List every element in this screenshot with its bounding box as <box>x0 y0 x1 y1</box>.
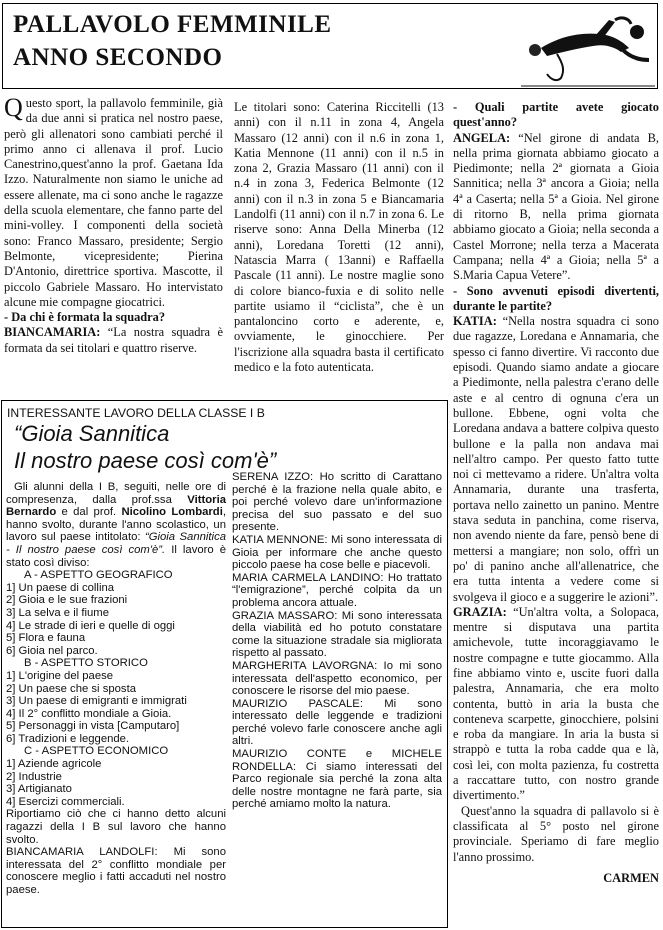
statement-text: : Mi sono interessata del 2° conflitto mondiale per conoscere meglio i fatti accaduti nel nostro paese. <box>6 846 226 896</box>
section-c-list <box>6 758 226 808</box>
box-title-line-2: Il nostro paese così com'è” <box>14 448 277 473</box>
lineup-paragraph: Le titolari sono: Caterina Riccitelli (13 anni) con il n.11 in zona 4, Angela Massaro (12 anni) con il n.6 in zona 1, Katia Mennone (11 anni) con il n.5 in zona 2, Grazia Massaro (11 anni) con il n.4 in zona 3, Federica Belmonte (12 anni) con il n.3 in zona 5 e Biancamaria Landolfi (11 anni) con il n.7 in zona 6. Le riserve sono: Anna Della Minerba (12 anni), Loredana Toretti (12 anni), Natascia Marra ( 13anni) e Raffaella Pascale (11 anni). Le nostre maglie sono di colore bianco-fuxia e di solito nelle partite usiamo il “ciclista”, che è un pantaloncino corto e aderente, e, ovviamente, le ginocchiere. Per l'iscrizione alla squadra basta il certificato medico e la foto autenticata. <box>234 100 444 375</box>
statement-text: : Ho trattato “l'emigrazione”, perché colpita da un problema ancora attuale. <box>232 571 442 609</box>
student-name: MAURIZIO CONTE <box>232 748 347 761</box>
student-statement-1 <box>6 846 226 896</box>
statement-text: : Ci siamo interessati del Parco regionale sia perché la zona alta delle nostre montagne ne farà parte, sia perché amiamo molto la natura. <box>232 760 442 811</box>
list-item: 1] L'origine del paese <box>6 669 114 682</box>
closing-paragraph: Quest'anno la squadra di pallavolo si è classificata al 5° posto nel girone provinciale. Speriamo di fare meglio l'anno prossimo. <box>453 803 659 864</box>
box-kicker: INTERESSANTE LAVORO DELLA CLASSE I B <box>7 406 265 420</box>
answer-2 <box>453 131 659 284</box>
teacher-name: Vittoria Bernardo <box>6 493 226 519</box>
speaker-name: GRAZIA: <box>453 604 507 619</box>
student-name: GRAZIA MASSARO <box>232 609 335 622</box>
question-3: - Sono avvenuti episodi divertenti, durante le partite? <box>453 283 659 313</box>
article-header <box>2 3 658 89</box>
statement-text: : Mi sono interessata della viabilità ed ho potuto constatare come la situazione stradale sia migliorata rispetto al passato. <box>232 609 442 660</box>
statement-text: : Mi sono interessata di Gioia per informare che anche questo piccolo paese ha cose belle e piacevoli. <box>232 533 442 572</box>
headline-line-1: PALLAVOLO FEMMINILE <box>13 11 332 38</box>
student-statement-2 <box>232 471 442 534</box>
list-item: 1] Aziende agricole <box>6 758 102 771</box>
intro-text: , hanno svolto, durante l'anno scolastico, un lavoro sul paese intitolato: <box>6 506 226 544</box>
student-name: SERENA IZZO <box>232 471 311 483</box>
statement-text: : Mi sono interessato delle leggende e tradizioni perché volevo farle conoscere anche agli altri. <box>232 697 442 748</box>
list-item: 5] Personaggi in vista [Camputaro] <box>6 720 180 733</box>
intro-text: e dal prof. <box>56 506 122 519</box>
student-statement-4 <box>232 572 442 610</box>
student-name: MICHELE RONDELLA <box>232 748 442 773</box>
intro-paragraph <box>4 93 223 310</box>
speaker-name: BIANCAMARIA: <box>4 325 101 340</box>
answer-text: “La nostra squadra è formata da sei titolari e quattro riserve. <box>4 325 223 355</box>
list-item: 1] Un paese di collina <box>6 581 115 594</box>
answer-4 <box>453 605 659 804</box>
student-statement-7 <box>232 698 442 748</box>
answer-3 <box>453 314 659 605</box>
signature: CARMEN <box>603 870 659 885</box>
list-item: 3] Artigianato <box>6 783 72 796</box>
list-item: 3] La selva e il fiume <box>6 606 109 619</box>
list-item: 2] Un paese che si sposta <box>6 682 136 695</box>
student-name: MARGHERITA LAVORGNA <box>232 659 375 672</box>
project-title: “Gioia Sannitica - Il nostro paese così com'è”. <box>6 531 226 556</box>
student-statement-3 <box>232 534 442 572</box>
student-statement-8 <box>232 748 442 811</box>
list-item: 4] Il 2° conflitto mondiale a Gioia. <box>6 707 172 720</box>
list-item: 2] Industrie <box>6 770 62 783</box>
intro-text: Gli alunni della I B, seguiti, nelle ore di compresenza, dalla prof.ssa <box>6 481 226 506</box>
student-name: MAURIZIO PASCALE <box>232 697 360 710</box>
list-item: 6] Tradizioni e leggende. <box>6 732 130 745</box>
question-2: - Quali partite avete giocato quest'anno? <box>453 100 659 130</box>
box-column-1 <box>6 481 226 897</box>
answer-text: “Un'altra volta, a Solopaca, mentre si disputava una partita amichevole, tutte incoraggiavamo le nostre compagne e tutte giocammo. Alla fine abbiamo vinto e, uscite fuori dalla palestra, Annamaria, che era molto contenta, buttò in aria la busta che conteneva scarpette, ginocchiere, polsini e roba da mangiare. In aria la busta si strappò e tutta la roba cadde qua e là, così lei, con molta pazienza, fu costretta a raccattare tutto, con nostro grande divertimento.” <box>453 604 659 803</box>
volleyball-player-icon <box>517 8 657 88</box>
section-b-list <box>6 670 226 746</box>
student-name: MARIA CARMELA LANDINO <box>232 571 381 584</box>
student-name: BIANCAMARIA LANDOLFI <box>6 846 155 859</box>
question-1: - Da chi è formata la squadra? <box>4 310 166 325</box>
intro-text: uesto sport, la pallavolo femminile, già da due anni si pratica nel nostro paese, però gli allenatori sono cambiati perché il primo anno ci allenava il prof. Lucio Canestrino,quest'anno la prof. Gaetana Ida Izzo. Naturalmente non siamo le uniche ad essere allenate, ma ci sono anche le ragazze della scuola elementare, che fanno parte del mini-volley. I componenti della società sono: Franco Massaro, presidente; Sergio Belmonte, vicepresidente; Pierina D'Antonio, direttrice sportiva. Mascotte, il piccolo Gabriele Massaro. Ho intervistato alcune mie compagne giocatrici. <box>4 96 223 309</box>
section-c-heading: C - ASPETTO ECONOMICO <box>24 745 169 758</box>
article-column-1 <box>4 93 223 356</box>
answer-text: “Nel girone di andata B, nella prima giornata abbiamo giocato a Piedimonte; nella 2ª giornata a Gioia Sannitica; nella 3ª ancora a Gioia; nella 4ª a Caserta; nella 5ª a Gioia. Nel girone di ritorno B, nella prima giornata abbiamo giocato a Gioia; nella seconda a Castel Morrone; nella terza a Macerata Campana; nella 4ª a Gioia; nella 5ª a S.Maria Capua Vetere”. <box>453 130 659 283</box>
section-b-heading: B - ASPETTO STORICO <box>24 657 148 670</box>
list-item: 2] Gioia e le sue frazioni <box>6 594 128 607</box>
box-intro <box>6 481 226 569</box>
statement-text: : Io mi sono interessata dell'aspetto economico, per conoscere le risorse del mio paese. <box>232 659 442 698</box>
article-column-3 <box>453 100 659 886</box>
article-column-2 <box>234 100 444 375</box>
section-a-heading: A - ASPETTO GEOGRAFICO <box>24 569 173 582</box>
student-statement-5 <box>232 610 442 660</box>
speaker-name: KATIA: <box>453 314 497 329</box>
answer-1 <box>4 325 223 356</box>
list-item: 4] Le strade di ieri e quelle di oggi <box>6 619 175 632</box>
student-statement-6 <box>232 660 442 698</box>
report-intro: Riportiamo ciò che ci hanno detto alcuni ragazzi della I B sul lavoro che hanno svolto. <box>6 808 226 846</box>
list-item: 4] Esercizi commerciali. <box>6 795 125 808</box>
conjunction: e <box>346 748 392 761</box>
section-a-list <box>6 582 226 658</box>
box-title-line-1: “Gioia Sannitica <box>14 421 170 446</box>
answer-text: “Nella nostra squadra ci sono due ragazze, Loredana e Annamaria, che spesso ci fanno divertire. Vi racconto due episodi. Quando siamo andate a giocare a Piedimonte, nella palestra c'erano delle aste e al centro di ognuna c'era un bullone. Ebbene, ogni volta che Loredana andava a battere colpiva questo bullone e la palla non andava mai nell'altro campo. Per questo fatto tutte noi ci mettevamo a ridere. Un'altra volta Annamaria, durante una trasferta, portava nello zainetto un panino. Mentre stava seduta in panchina, come riserva, non avendo niente da fare, pensò bene di mettersi a mangiare; non solo, offrì un po' di panino anche all'allenatrice, che era tutta intenta a vedere come si svolgeva il gioco e a suggerire le azioni”. <box>453 314 659 604</box>
list-item: 6] Gioia nel parco. <box>6 644 98 657</box>
box-column-2 <box>232 471 442 811</box>
teacher-name: Nicolino Lombardi <box>121 506 223 519</box>
list-item: 5] Flora e fauna <box>6 632 86 645</box>
intro-text: Il lavoro è stato così diviso: <box>6 543 226 569</box>
speaker-name: ANGELA: <box>453 130 511 145</box>
drop-cap: Q <box>4 93 23 122</box>
headline-line-2: ANNO SECONDO <box>13 44 223 71</box>
student-name: KATIA MENNONE <box>232 533 325 546</box>
class-project-box <box>1 400 448 928</box>
list-item: 3] Un paese di emigranti e immigrati <box>6 695 187 708</box>
statement-text: : Ho scritto di Carattano perché è la frazione nella quale abito, e poi perché volevo dare un'informazione precisa del suo passato e del suo presente. <box>232 471 442 534</box>
